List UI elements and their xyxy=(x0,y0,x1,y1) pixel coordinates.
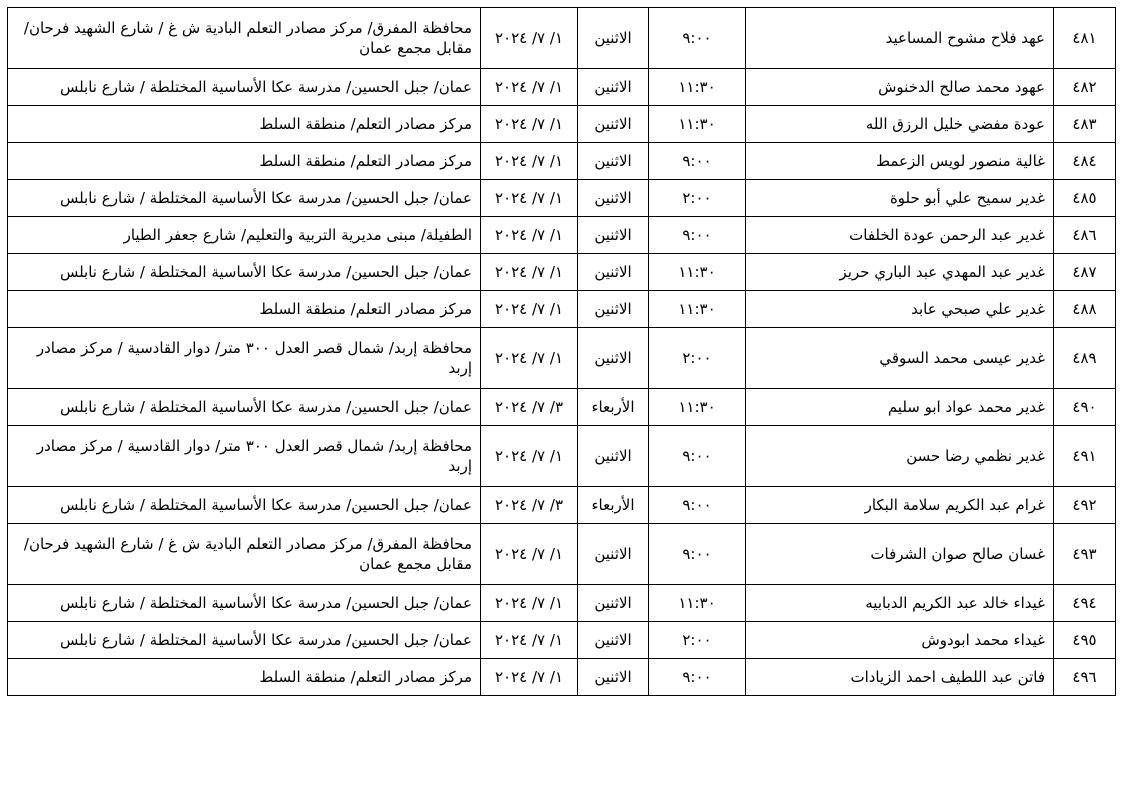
person-name: غدير عيسى محمد السوقي xyxy=(746,328,1054,389)
schedule-table xyxy=(7,7,1116,696)
exam-time: ٩:٠٠ xyxy=(649,487,746,524)
exam-day: الاثنين xyxy=(578,659,649,696)
exam-location: عمان/ جبل الحسين/ مدرسة عكا الأساسية المختلطة / شارع نابلس xyxy=(8,389,481,426)
person-name: غرام عبد الكريم سلامة البكار xyxy=(746,487,1054,524)
row-number: ٤٨٦ xyxy=(1054,217,1116,254)
exam-day: الاثنين xyxy=(578,180,649,217)
table-row xyxy=(8,143,1116,180)
exam-day: الاثنين xyxy=(578,8,649,69)
row-number: ٤٨٩ xyxy=(1054,328,1116,389)
person-name: غدير سميح علي أبو حلوة xyxy=(746,180,1054,217)
exam-time: ٩:٠٠ xyxy=(649,426,746,487)
exam-date: ١/ ٧/ ٢٠٢٤ xyxy=(481,106,578,143)
row-number: ٤٨٤ xyxy=(1054,143,1116,180)
person-name: غدير علي صبحي عابد xyxy=(746,291,1054,328)
table-row xyxy=(8,291,1116,328)
table-row xyxy=(8,106,1116,143)
exam-day: الاثنين xyxy=(578,106,649,143)
table-row xyxy=(8,622,1116,659)
exam-day: الاثنين xyxy=(578,585,649,622)
exam-date: ١/ ٧/ ٢٠٢٤ xyxy=(481,8,578,69)
exam-date: ١/ ٧/ ٢٠٢٤ xyxy=(481,254,578,291)
exam-date: ١/ ٧/ ٢٠٢٤ xyxy=(481,69,578,106)
exam-time: ٩:٠٠ xyxy=(649,217,746,254)
exam-date: ١/ ٧/ ٢٠٢٤ xyxy=(481,291,578,328)
exam-day: الاثنين xyxy=(578,69,649,106)
exam-day: الاثنين xyxy=(578,291,649,328)
row-number: ٤٩٦ xyxy=(1054,659,1116,696)
exam-time: ٢:٠٠ xyxy=(649,328,746,389)
exam-location: عمان/ جبل الحسين/ مدرسة عكا الأساسية المختلطة / شارع نابلس xyxy=(8,585,481,622)
exam-day: الاثنين xyxy=(578,328,649,389)
person-name: عهود محمد صالح الدخنوش xyxy=(746,69,1054,106)
exam-location: عمان/ جبل الحسين/ مدرسة عكا الأساسية المختلطة / شارع نابلس xyxy=(8,487,481,524)
table-row xyxy=(8,254,1116,291)
exam-date: ١/ ٧/ ٢٠٢٤ xyxy=(481,622,578,659)
person-name: غيداء محمد ابودوش xyxy=(746,622,1054,659)
exam-time: ٩:٠٠ xyxy=(649,143,746,180)
exam-time: ٢:٠٠ xyxy=(649,622,746,659)
exam-location: عمان/ جبل الحسين/ مدرسة عكا الأساسية المختلطة / شارع نابلس xyxy=(8,622,481,659)
exam-location: مركز مصادر التعلم/ منطقة السلط xyxy=(8,106,481,143)
exam-day: الاثنين xyxy=(578,426,649,487)
exam-time: ٢:٠٠ xyxy=(649,180,746,217)
exam-time: ١١:٣٠ xyxy=(649,254,746,291)
exam-date: ١/ ٧/ ٢٠٢٤ xyxy=(481,659,578,696)
row-number: ٤٨١ xyxy=(1054,8,1116,69)
exam-date: ١/ ٧/ ٢٠٢٤ xyxy=(481,585,578,622)
person-name: غدير نظمي رضا حسن xyxy=(746,426,1054,487)
exam-day: الاثنين xyxy=(578,622,649,659)
exam-day: الأربعاء xyxy=(578,389,649,426)
row-number: ٤٨٣ xyxy=(1054,106,1116,143)
exam-date: ١/ ٧/ ٢٠٢٤ xyxy=(481,524,578,585)
table-row xyxy=(8,8,1116,69)
exam-location: مركز مصادر التعلم/ منطقة السلط xyxy=(8,659,481,696)
exam-day: الاثنين xyxy=(578,143,649,180)
table-row xyxy=(8,659,1116,696)
person-name: غدير عبد الرحمن عودة الخلفات xyxy=(746,217,1054,254)
exam-location: محافظة إربد/ شمال قصر العدل ٣٠٠ متر/ دوار القادسية / مركز مصادر إربد xyxy=(8,328,481,389)
row-number: ٤٨٥ xyxy=(1054,180,1116,217)
schedule-body xyxy=(8,8,1116,696)
exam-date: ٣/ ٧/ ٢٠٢٤ xyxy=(481,487,578,524)
row-number: ٤٩٢ xyxy=(1054,487,1116,524)
exam-time: ١١:٣٠ xyxy=(649,69,746,106)
exam-location: عمان/ جبل الحسين/ مدرسة عكا الأساسية المختلطة / شارع نابلس xyxy=(8,180,481,217)
person-name: غدير عبد المهدي عبد الباري حريز xyxy=(746,254,1054,291)
row-number: ٤٨٢ xyxy=(1054,69,1116,106)
exam-time: ٩:٠٠ xyxy=(649,659,746,696)
exam-location: مركز مصادر التعلم/ منطقة السلط xyxy=(8,291,481,328)
table-row xyxy=(8,524,1116,585)
table-row xyxy=(8,389,1116,426)
person-name: عهد فلاح مشوح المساعيد xyxy=(746,8,1054,69)
person-name: غيداء خالد عبد الكريم الدبابيه xyxy=(746,585,1054,622)
exam-time: ١١:٣٠ xyxy=(649,585,746,622)
exam-day: الاثنين xyxy=(578,524,649,585)
person-name: غدير محمد عواد ابو سليم xyxy=(746,389,1054,426)
exam-day: الاثنين xyxy=(578,254,649,291)
table-row xyxy=(8,328,1116,389)
row-number: ٤٩٥ xyxy=(1054,622,1116,659)
exam-location: محافظة المفرق/ مركز مصادر التعلم البادية ش غ / شارع الشهيد فرحان/ مقابل مجمع عمان xyxy=(8,524,481,585)
exam-date: ١/ ٧/ ٢٠٢٤ xyxy=(481,180,578,217)
person-name: فاتن عبد اللطيف احمد الزيادات xyxy=(746,659,1054,696)
exam-date: ١/ ٧/ ٢٠٢٤ xyxy=(481,143,578,180)
table-row xyxy=(8,585,1116,622)
exam-date: ١/ ٧/ ٢٠٢٤ xyxy=(481,328,578,389)
person-name: غالية منصور لويس الزعمط xyxy=(746,143,1054,180)
exam-location: محافظة إربد/ شمال قصر العدل ٣٠٠ متر/ دوار القادسية / مركز مصادر إربد xyxy=(8,426,481,487)
exam-date: ١/ ٧/ ٢٠٢٤ xyxy=(481,426,578,487)
exam-location: مركز مصادر التعلم/ منطقة السلط xyxy=(8,143,481,180)
row-number: ٤٩٠ xyxy=(1054,389,1116,426)
exam-date: ١/ ٧/ ٢٠٢٤ xyxy=(481,217,578,254)
exam-day: الاثنين xyxy=(578,217,649,254)
person-name: غسان صالح صوان الشرفات xyxy=(746,524,1054,585)
row-number: ٤٩٤ xyxy=(1054,585,1116,622)
exam-day: الأربعاء xyxy=(578,487,649,524)
exam-time: ١١:٣٠ xyxy=(649,106,746,143)
table-row xyxy=(8,217,1116,254)
exam-time: ١١:٣٠ xyxy=(649,291,746,328)
table-row xyxy=(8,487,1116,524)
exam-location: الطفيلة/ مبنى مديرية التربية والتعليم/ شارع جعفر الطيار xyxy=(8,217,481,254)
exam-date: ٣/ ٧/ ٢٠٢٤ xyxy=(481,389,578,426)
row-number: ٤٨٧ xyxy=(1054,254,1116,291)
exam-location: عمان/ جبل الحسين/ مدرسة عكا الأساسية المختلطة / شارع نابلس xyxy=(8,69,481,106)
exam-time: ٩:٠٠ xyxy=(649,524,746,585)
exam-time: ١١:٣٠ xyxy=(649,389,746,426)
table-row xyxy=(8,69,1116,106)
person-name: عودة مفضي خليل الرزق الله xyxy=(746,106,1054,143)
exam-location: عمان/ جبل الحسين/ مدرسة عكا الأساسية المختلطة / شارع نابلس xyxy=(8,254,481,291)
row-number: ٤٩١ xyxy=(1054,426,1116,487)
exam-location: محافظة المفرق/ مركز مصادر التعلم البادية ش غ / شارع الشهيد فرحان/ مقابل مجمع عمان xyxy=(8,8,481,69)
table-row xyxy=(8,180,1116,217)
table-row xyxy=(8,426,1116,487)
row-number: ٤٩٣ xyxy=(1054,524,1116,585)
row-number: ٤٨٨ xyxy=(1054,291,1116,328)
exam-time: ٩:٠٠ xyxy=(649,8,746,69)
